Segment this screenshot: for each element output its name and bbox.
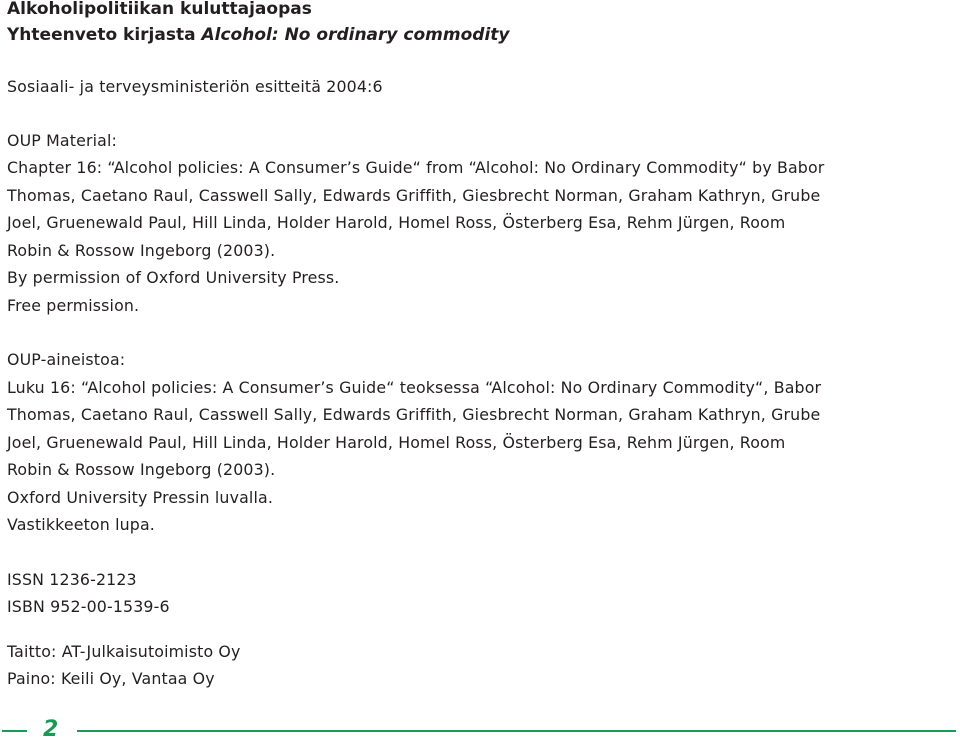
oup-english-heading: OUP Material: bbox=[7, 130, 117, 150]
footer-rule-left bbox=[2, 730, 27, 732]
layout-credit: Taitto: AT-Julkaisutoimisto Oy bbox=[7, 641, 241, 661]
footer-rule-right bbox=[77, 730, 956, 732]
oup-finnish-block bbox=[7, 346, 952, 539]
oup-finnish-line: Vastikkeeton lupa. bbox=[7, 515, 155, 534]
production-block bbox=[7, 638, 952, 693]
oup-finnish-heading: OUP-aineistoa: bbox=[7, 350, 126, 369]
oup-english-block bbox=[7, 127, 952, 320]
oup-finnish-line: Robin & Rossow Ingeborg (2003). bbox=[7, 460, 276, 479]
print-credit: Paino: Keili Oy, Vantaa Oy bbox=[7, 669, 215, 688]
oup-finnish-line: Thomas, Caetano Raul, Casswell Sally, Edwards Griffith, Giesbrecht Norman, Graham Kathryn, Grube bbox=[7, 405, 821, 424]
oup-english-line: Robin & Rossow Ingeborg (2003). bbox=[7, 240, 276, 260]
isbn: ISBN 952-00-1539-6 bbox=[7, 597, 170, 616]
page-footer bbox=[0, 718, 960, 742]
subtitle-prefix: Yhteenveto kirjasta bbox=[7, 25, 202, 45]
oup-english-line: Free permission. bbox=[7, 295, 140, 315]
oup-finnish-line: Luku 16: “Alcohol policies: A Consumer’s Guide“ teoksessa “Alcohol: No Ordinary Commodity“, Babor bbox=[7, 377, 822, 397]
oup-english-line: Joel, Gruenewald Paul, Hill Linda, Holder Harold, Homel Ross, Österberg Esa, Rehm Jürgen, Room bbox=[7, 213, 786, 232]
oup-finnish-line: Oxford University Pressin luvalla. bbox=[7, 487, 273, 507]
issn: ISSN 1236-2123 bbox=[7, 569, 137, 589]
subtitle-book-title: Alcohol: No ordinary commodity bbox=[201, 25, 510, 45]
document-page bbox=[7, 0, 952, 693]
oup-finnish-line: Joel, Gruenewald Paul, Hill Linda, Holder Harold, Homel Ross, Österberg Esa, Rehm Jürgen, Room bbox=[7, 432, 786, 452]
identifiers-block bbox=[7, 566, 952, 621]
page-number: 2 bbox=[43, 717, 59, 742]
oup-english-line: Chapter 16: “Alcohol policies: A Consumer’s Guide“ from “Alcohol: No Ordinary Commodity“ by Babor bbox=[7, 158, 825, 177]
page-title: Alkoholipolitiikan kuluttajaopas bbox=[7, 0, 312, 19]
oup-english-line: Thomas, Caetano Raul, Casswell Sally, Edwards Griffith, Giesbrecht Norman, Graham Kathryn, Grube bbox=[7, 185, 821, 205]
series-line: Sosiaali- ja terveysministeriön esitteitä 2004:6 bbox=[7, 77, 383, 96]
oup-english-line: By permission of Oxford University Press. bbox=[7, 268, 340, 287]
page-subtitle bbox=[7, 27, 952, 44]
